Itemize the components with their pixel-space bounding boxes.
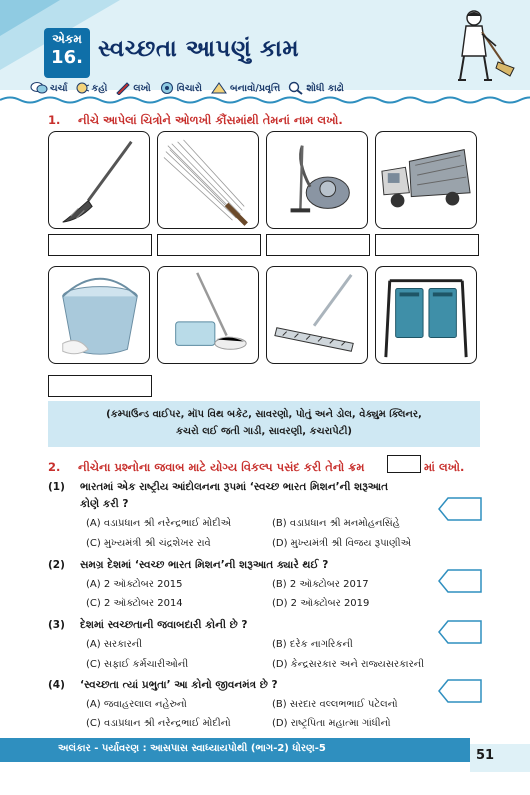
word-options-line-2: કચરો લઈ જતી ગાડી, સાવરણી, કચરાપેટી) [175, 426, 352, 437]
option-b[interactable]: (B) દરેક નાગરિકની [272, 639, 353, 650]
answer-tag-4[interactable] [438, 679, 482, 703]
craft-icon [210, 81, 228, 95]
option-a[interactable]: (A) 2 ઑક્ટોબર 2015 [86, 579, 183, 590]
speak-icon [76, 81, 90, 95]
unit-number: 16. [51, 47, 83, 68]
answer-tag-2[interactable] [438, 569, 482, 593]
page-number: 51 [476, 748, 495, 763]
subquestion-text: સમગ્ર દેશમાં ‘સ્વચ્છ ભારત મિશન’ની શરૂઆત ક્યારે થઈ ? [80, 559, 329, 571]
question-1-prompt: નીચે આપેલાં ચિત્રોને ઓળખી કૌંસમાંથી તેમનાં નામ લખો. [78, 113, 343, 127]
activity-label: ચર્ચા [50, 82, 68, 94]
book-title: અલંકાર - પર્યાવરણ : આસપાસ સ્વાધ્યાયપોથી (ભાગ-2) ધોરણ-5 [58, 743, 326, 754]
subquestion-number: (2) [48, 559, 65, 571]
activity-speak [76, 81, 108, 95]
option-d[interactable]: (D) 2 ઑક્ટોબર 2019 [272, 598, 370, 609]
dustbins-image [375, 266, 477, 364]
answer-box-4[interactable] [375, 234, 479, 256]
vacuum-cleaner-image [266, 131, 368, 229]
answer-box-1[interactable] [48, 234, 152, 256]
option-b[interactable]: (B) 2 ઑક્ટોબર 2017 [272, 579, 369, 590]
question-2-prompt-tail: માં લખો. [424, 460, 465, 474]
activity-label: બનાવો/પ્રવૃત્તિ [230, 82, 281, 94]
option-b[interactable]: (B) વડાપ્રધાન શ્રી મનમોહનસિંહે [272, 518, 400, 529]
option-d[interactable]: (D) કેન્દ્રસરકાર અને રાજ્યસરકારની [272, 659, 425, 670]
option-c[interactable]: (C) 2 ઑક્ટોબર 2014 [86, 598, 183, 609]
wave-divider [0, 95, 530, 105]
chapter-title: સ્વચ્છતા આપણું કામ [98, 36, 300, 62]
find-icon [288, 81, 304, 95]
subquestion-text: ‘સ્વચ્છતા ત્યાં પ્રભુતા’ આ કોનો જીવનમંત્ર છે ? [80, 679, 278, 691]
answer-box-5[interactable] [48, 375, 152, 397]
activity-think [159, 81, 202, 95]
activity-write [115, 81, 150, 95]
activity-legend [30, 80, 500, 96]
option-c[interactable]: (C) મુખ્યમંત્રી શ્રી ચંદ્રશેખર રાવે [86, 538, 211, 549]
unit-badge [44, 28, 90, 78]
subquestion-text-cont: કોણે કરી ? [80, 498, 129, 510]
answer-tag-3[interactable] [438, 620, 482, 644]
option-c[interactable]: (C) સફાઈ કર્મચારીઓની [86, 659, 189, 670]
answer-tag-1[interactable] [438, 497, 482, 521]
option-a[interactable]: (A) સરકારની [86, 639, 143, 650]
word-options-panel [48, 401, 480, 447]
wiper-image [266, 266, 368, 364]
activity-label: લખો [133, 82, 151, 94]
answer-box-2[interactable] [157, 234, 261, 256]
garbage-truck-image [375, 131, 477, 229]
write-icon [115, 81, 131, 95]
answer-sample-box [387, 455, 421, 473]
activity-label: કહો [91, 82, 108, 94]
subquestion-text: ભારતમાં એક રાષ્ટ્રીય આંદોલનના રૂપમાં ‘સ્વચ્છ ભારત મિશન’ની શરૂઆત [80, 481, 389, 493]
option-d[interactable]: (D) રાષ્ટ્રપિતા મહાત્મા ગાંધીનો [272, 718, 391, 729]
sweeper-illustration [440, 6, 520, 84]
word-options-line-1: (કમ્પાઉન્ડ વાઈપર, મૉપ વિથ બકેટ, સાવરણો, પોતું અને ડોલ, વેક્યુમ ક્લિનર, [106, 409, 422, 420]
activity-craft [210, 81, 280, 95]
mop-bucket-image [157, 266, 259, 364]
subquestion-text: દેશમાં સ્વચ્છતાની જવાબદારી કોની છે ? [80, 619, 248, 631]
bristle-broom-image [157, 131, 259, 229]
answer-box-3[interactable] [266, 234, 370, 256]
option-c[interactable]: (C) વડાપ્રધાન શ્રી નરેન્દ્રભાઈ મોદીનો [86, 718, 231, 729]
bucket-image [48, 266, 150, 364]
activity-discuss [30, 81, 68, 95]
activity-label: શોધી કાઢો [306, 82, 344, 94]
subquestion-number: (4) [48, 679, 65, 691]
option-b[interactable]: (B) સરદાર વલ્લભભાઈ પટેલનો [272, 699, 398, 710]
activity-find [288, 81, 344, 95]
option-d[interactable]: (D) મુખ્યમંત્રી શ્રી વિજય રૂપાણીએ [272, 538, 412, 549]
discussion-icon [30, 81, 48, 95]
option-a[interactable]: (A) જવાહરલાલ નહેરુનો [86, 699, 187, 710]
subquestion-number: (1) [48, 481, 65, 493]
question-1-number: 1. [48, 113, 61, 127]
question-2-number: 2. [48, 460, 61, 474]
broom-image [48, 131, 150, 229]
unit-label: એકમ [52, 32, 82, 46]
subquestion-number: (3) [48, 619, 65, 631]
activity-label: વિચારો [176, 82, 203, 94]
option-a[interactable]: (A) વડાપ્રધાન શ્રી નરેન્દ્રભાઈ મોદીએ [86, 518, 232, 529]
question-2-prompt: નીચેના પ્રશ્નોના જવાબ માટે યોગ્ય વિકલ્પ પસંદ કરી તેનો ક્રમ [78, 460, 365, 474]
think-icon [159, 81, 175, 95]
